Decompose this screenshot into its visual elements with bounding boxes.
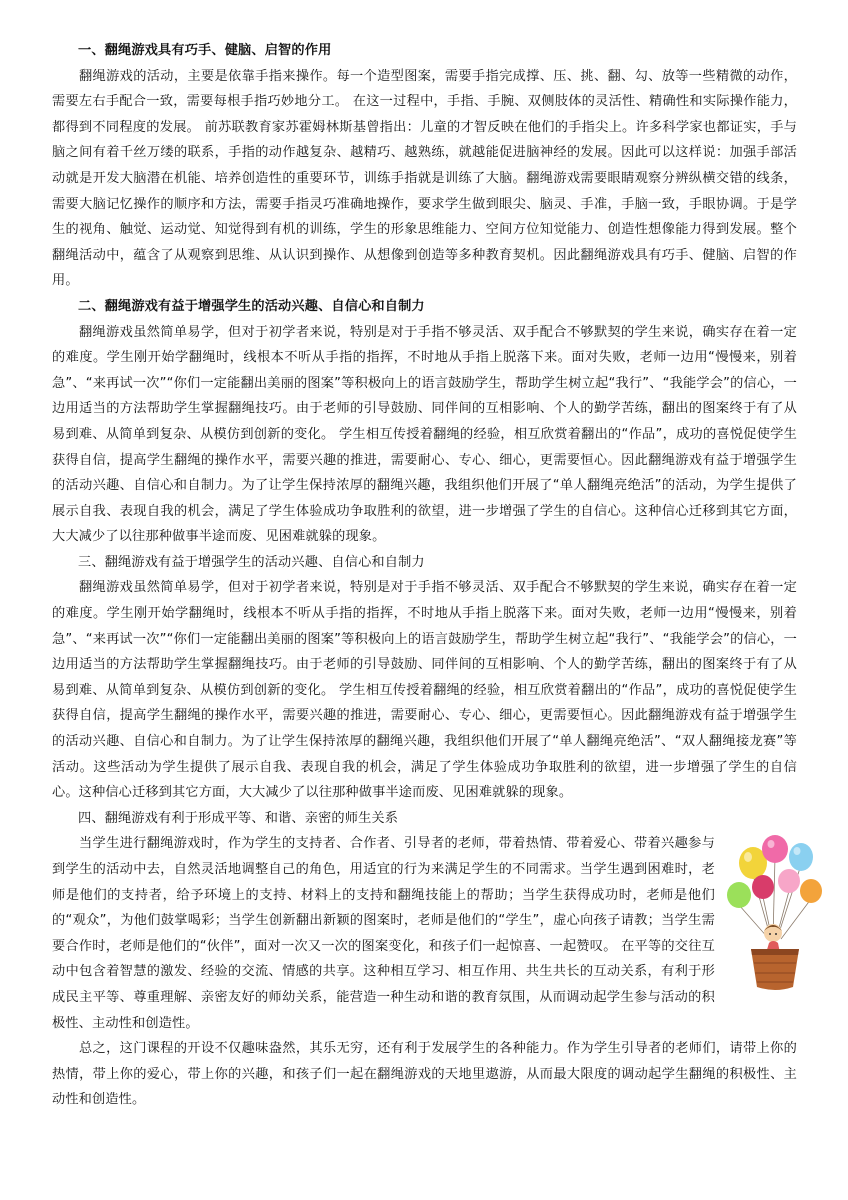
balloon-orange bbox=[800, 879, 822, 903]
balloon-highlight bbox=[794, 847, 801, 855]
balloon-basket-illustration bbox=[723, 835, 825, 995]
conclusion-paragraph: 总之，这门课程的开设不仅趣味盎然，其乐无穷，还有利于发展学生的各种能力。作为学生引导者的老师们，请带上你的热情，带上你的爱心，带上你的兴趣，和孩子们一起在翻绳游戏的天地里遨游，从而最大限度的调动起学生翻绳的积极性、主动性和创造性。 bbox=[52, 1041, 797, 1108]
section-4-heading: 四、翻绳游戏有利于形成平等、和谐、亲密的师生关系 bbox=[78, 810, 399, 826]
child-eye bbox=[769, 933, 771, 935]
section-2-heading: 二、翻绳游戏有益于增强学生的活动兴趣、自信心和自制力 bbox=[78, 298, 425, 314]
balloon-highlight bbox=[744, 852, 752, 862]
section-4-paragraph: 当学生进行翻绳游戏时，作为学生的支持者、合作者、引导者的老师，带着热情、带着爱心、带着兴趣参与到学生的活动中去，自然灵活地调整自己的角色，用适宜的行为来满足学生的不同需求。当学生遇到困难时，老师是他们的支持者，给予环境上的支持、材料上的支持和翻绳技能上的帮助；当学生获得成功时，老师是他们的“观众”，为他们鼓掌喝彩；当学生创新翻出新颖的图案时，老师是他们的“学生”，虚心向孩子请教；当学生需要合作时，老师是他们的“伙伴”，面对一次又一次的图案变化，和孩子们一起惊喜、一起赞叹。 在平等的交往互动中包含着智慧的激发、经验的交流、情感的共享。这种相互学习、相互作用、共生共长的互动关系，有利于形成民主平等、尊重理解、亲密友好的师幼关系，能营造一种生动和谐的教育氛围，从而调动起学生参与活动的积极性、主动性和创造性。 bbox=[52, 836, 715, 1031]
document-body bbox=[52, 38, 797, 1113]
balloon-pink bbox=[762, 835, 788, 863]
balloon-blue bbox=[789, 843, 813, 871]
section-3-heading: 三、翻绳游戏有益于增强学生的活动兴趣、自信心和自制力 bbox=[78, 554, 425, 570]
child-eye bbox=[775, 933, 777, 935]
section-2-paragraph: 翻绳游戏虽然简单易学，但对于初学者来说，特别是对于手指不够灵活、双手配合不够默契的学生来说，确实存在着一定的难度。学生刚开始学翻绳时，线根本不听从手指的指挥，不时地从手指上脱落下来。面对失败，老师一边用“慢慢来，别着急”、“来再试一次”“你们一定能翻出美丽的图案”等积极向上的语言鼓励学生，帮助学生树立起“我行”、“我能学会”的信心，一边用适当的方法帮助学生掌握翻绳技巧。由于老师的引导鼓励、同伴间的互相影响、个人的勤学苦练，翻出的图案终于有了从易到难、从简单到复杂、从模仿到创新的变化。 学生相互传授着翻绳的经验，相互欣赏着翻出的“作品”，成功的喜悦促使学生获得自信，提高学生翻绳的操作水平，需要兴趣的推进，需要耐心、专心、细心，更需要恒心。因此翻绳游戏有益于增强学生的活动兴趣、自信心和自制力。为了让学生保持浓厚的翻绳兴趣，我组织他们开展了“单人翻绳亮绝活”的活动，为学生提供了展示自我、表现自我的机会，满足了学生体验成功争取胜利的欲望，进一步增强了学生的自信心。这种信心迁移到其它方面，大大减少了以往那种做事半途而废、见困难就躲的现象。 bbox=[52, 324, 797, 545]
section-1-paragraph: 翻绳游戏的活动，主要是依靠手指来操作。每一个造型图案，需要手指完成撑、压、挑、翻、勾、放等一些精微的动作，需要左右手配合一致，需要每根手指巧妙地分工。 在这一过程中，手指、手腕、双侧肢体的灵活性、精确性和实际操作能力，都得到不同程度的发展。 前苏联教育家苏霍姆林斯基曾指出：儿童的才智反映在他们的手指尖上。许多科学家也都证实，手与脑之间有着千丝万缕的联系，手指的动作越复杂、越精巧、越熟练，就越能促进脑神经的发展。因此可以这样说：加强手部活动就是开发大脑潜在机能、培养创造性的重要环节，训练手指就是训练了大脑。翻绳游戏需要眼睛观察分辨纵横交错的线条，需要大脑记忆操作的顺序和方法，需要手指灵巧准确地操作，要求学生做到眼尖、脑灵、手准，手脑一致，手眼协调。于是学生的视角、触觉、运动觉、知觉得到有机的训练，学生的形象思维能力、空间方位知觉能力、创造性想像能力得到发展。整个翻绳活动中，蕴含了从观察到思维、从认识到操作、从想像到创造等多种教育契机。因此翻绳游戏具有巧手、健脑、启智的作用。 bbox=[52, 68, 797, 289]
balloon-highlight bbox=[768, 840, 775, 848]
balloon-red bbox=[752, 875, 774, 899]
basket-rim bbox=[751, 949, 799, 955]
section-1-heading: 一、翻绳游戏具有巧手、健脑、启智的作用 bbox=[78, 43, 332, 58]
balloon-basket-child-icon bbox=[723, 835, 825, 995]
balloon-lightpink bbox=[778, 869, 800, 893]
basket bbox=[751, 949, 799, 990]
section-3-paragraph: 翻绳游戏虽然简单易学，但对于初学者来说，特别是对于手指不够灵活、双手配合不够默契的学生来说，确实存在着一定的难度。学生刚开始学翻绳时，线根本不听从手指的指挥，不时地从手指上脱落下来。面对失败，老师一边用“慢慢来，别着急”、“来再试一次”“你们一定能翻出美丽的图案”等积极向上的语言鼓励学生，帮助学生树立起“我行”、“我能学会”的信心，一边用适当的方法帮助学生掌握翻绳技巧。由于老师的引导鼓励、同伴间的互相影响、个人的勤学苦练，翻出的图案终于有了从易到难、从简单到复杂、从模仿到创新的变化。 学生相互传授着翻绳的经验，相互欣赏着翻出的“作品”，成功的喜悦促使学生获得自信，提高学生翻绳的操作水平，需要兴趣的推进，需要耐心、专心、细心，更需要恒心。因此翻绳游戏有益于增强学生的活动兴趣、自信心和自制力。为了让学生保持浓厚的翻绳兴趣，我组织他们开展了“单人翻绳亮绝活”、“双人翻绳接龙赛”等活动。这些活动为学生提供了展示自我、表现自我的机会，满足了学生体验成功争取胜利的欲望，进一步增强了学生的自信心。这种信心迁移到其它方面，大大减少了以往那种做事半途而废、见困难就躲的现象。 bbox=[52, 580, 797, 801]
balloon-green bbox=[727, 882, 751, 908]
